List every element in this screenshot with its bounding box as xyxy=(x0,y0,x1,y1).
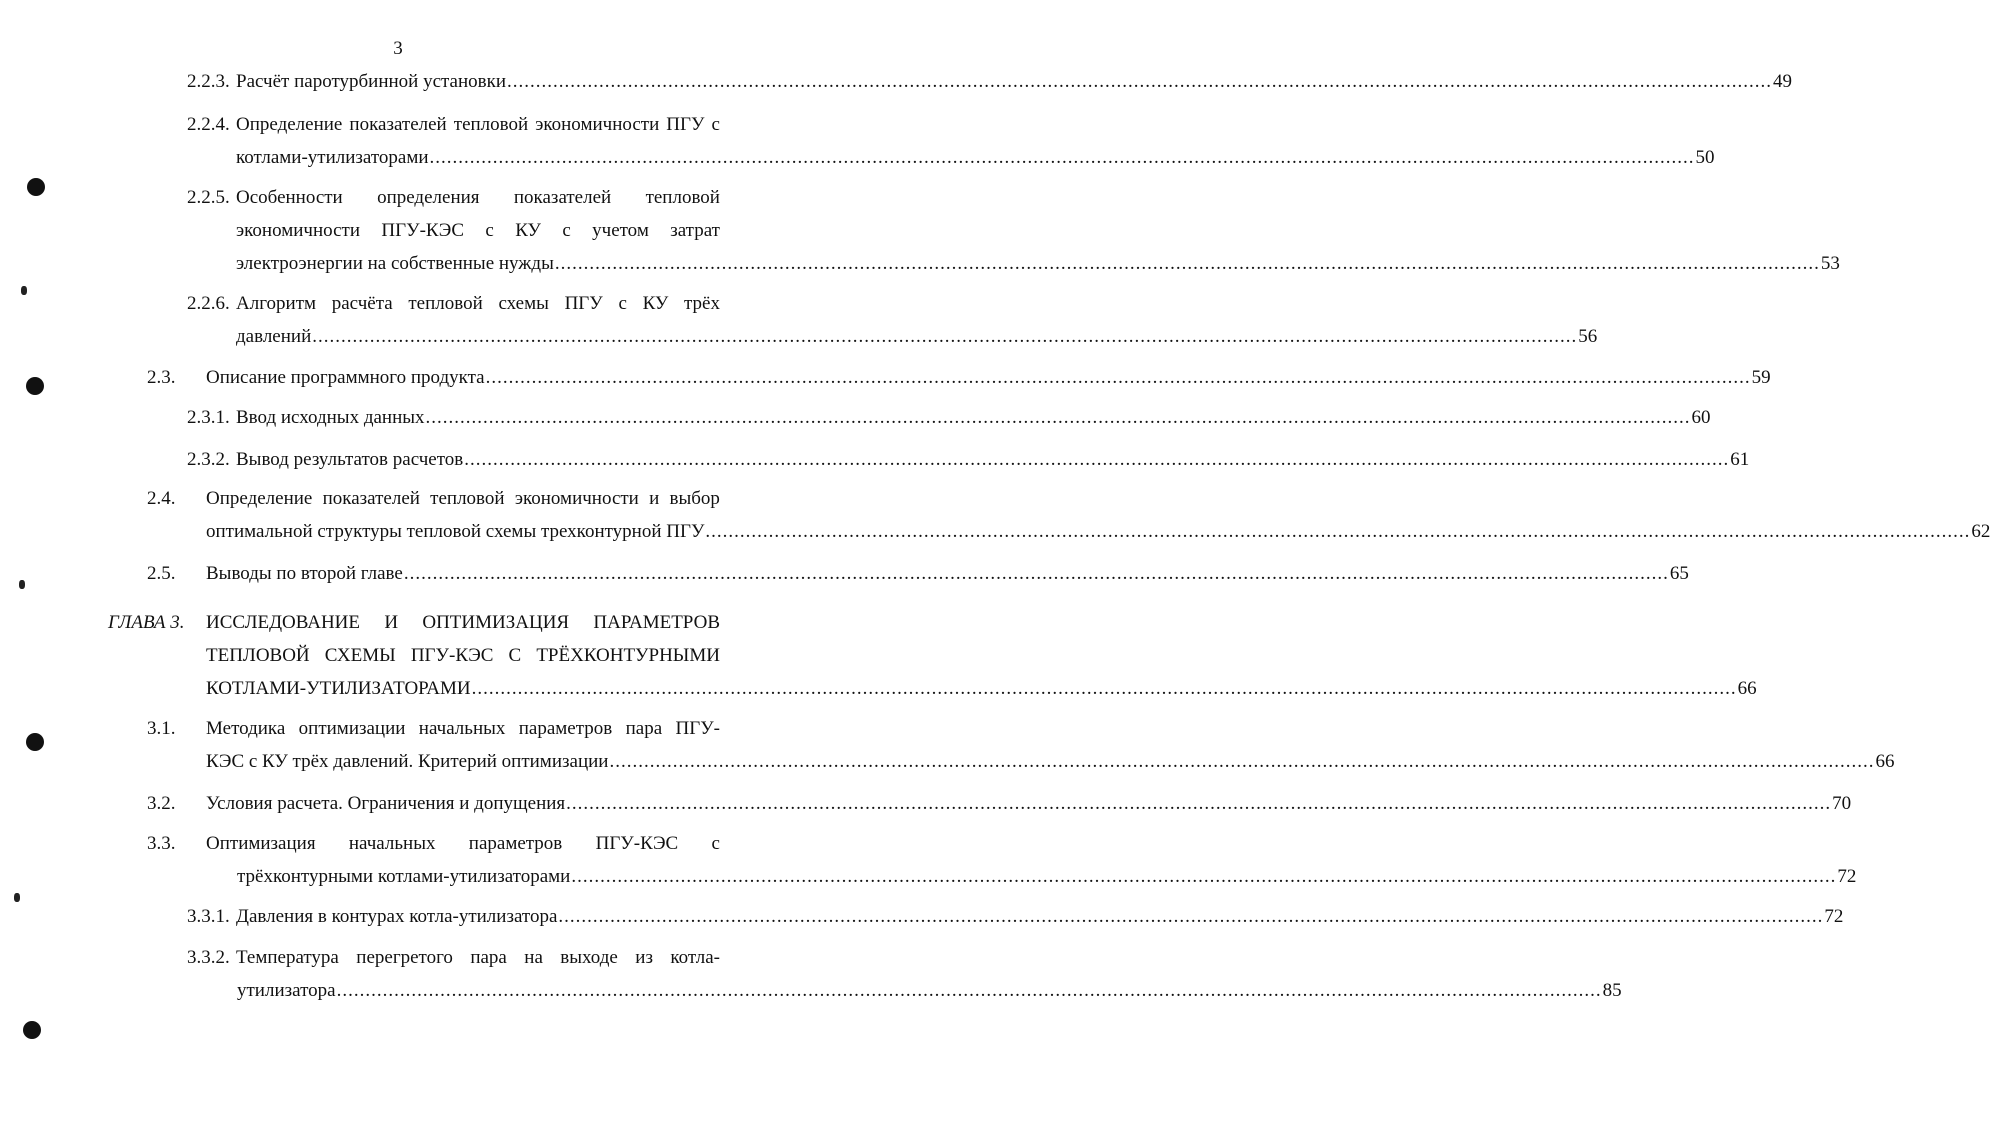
dot-leader: ............................................................................................................................................................................................................................ xyxy=(554,253,1820,274)
toc-entry-line xyxy=(206,366,1771,390)
toc-entry-line xyxy=(236,448,1750,472)
toc-entry-title: трёхконтурными котлами-утилизаторами xyxy=(237,866,571,887)
toc-entry-number: 3.3.1. xyxy=(187,906,230,927)
toc-entry-line xyxy=(237,865,1857,889)
toc-entry-line xyxy=(206,562,1689,586)
scan-speck xyxy=(14,893,20,902)
toc-page-number: 70 xyxy=(1832,793,1852,814)
toc-page-number: 49 xyxy=(1773,71,1793,92)
toc-entry-title: Описание программного продукта xyxy=(206,367,485,388)
toc-word: с xyxy=(711,833,720,854)
toc-word: пара xyxy=(625,718,663,739)
punch-hole xyxy=(27,178,45,196)
toc-word: ПГУ-КЭС xyxy=(381,220,465,241)
toc-entry-line xyxy=(236,905,1844,929)
toc-page-number: 59 xyxy=(1751,367,1771,388)
toc-word: параметров xyxy=(518,718,613,739)
toc-word: затрат xyxy=(670,220,720,241)
toc-word: И xyxy=(384,612,399,633)
toc-entry-title: электроэнергии на собственные нужды xyxy=(236,253,554,274)
toc-page-number: 53 xyxy=(1820,253,1840,274)
toc-entry-number: 2.2.6. xyxy=(187,293,230,314)
toc-entry-line xyxy=(206,677,1757,701)
toc-word: на xyxy=(524,947,543,968)
toc-entry-title: КОТЛАМИ-УТИЛИЗАТОРАМИ xyxy=(206,678,471,699)
toc-page-number: 56 xyxy=(1578,326,1598,347)
toc-entry-title: Вывод результатов расчетов xyxy=(236,449,464,470)
toc-entry-line xyxy=(236,946,720,970)
toc-page-number: 66 xyxy=(1875,751,1895,772)
toc-entry-line xyxy=(206,487,720,511)
toc-page-number: 85 xyxy=(1602,980,1622,1001)
toc-word: Температура xyxy=(236,947,339,968)
dot-leader: ............................................................................................................................................................................................................................ xyxy=(609,751,1875,772)
toc-entry-line xyxy=(237,979,1622,1003)
dot-leader: ............................................................................................................................................................................................................................ xyxy=(429,147,1695,168)
toc-entry-title: Расчёт паротурбинной установки xyxy=(236,71,507,92)
toc-entry-number: 2.2.4. xyxy=(187,114,230,135)
toc-entry-title: Давления в контурах котла-утилизатора xyxy=(236,906,558,927)
toc-word: схемы xyxy=(498,293,549,314)
toc-page-number: 62 xyxy=(1971,521,1990,542)
toc-word: из xyxy=(635,947,653,968)
toc-entry-line xyxy=(236,252,1840,276)
scan-speck xyxy=(21,286,27,295)
toc-word: выбор xyxy=(669,488,720,509)
punch-hole xyxy=(26,733,44,751)
toc-page-number: 66 xyxy=(1737,678,1757,699)
toc-word: ПГУ xyxy=(666,114,705,135)
toc-word: ПГУ-КЭС xyxy=(595,833,679,854)
toc-word: Определение xyxy=(236,114,343,135)
scan-speck xyxy=(19,580,25,589)
toc-entry-line xyxy=(206,520,1990,544)
toc-entry-title: Ввод исходных данных xyxy=(236,407,425,428)
toc-word: показателей xyxy=(349,114,447,135)
toc-word: экономичности xyxy=(535,114,660,135)
toc-entry-line xyxy=(206,832,720,856)
dot-leader: ............................................................................................................................................................................................................................ xyxy=(312,326,1578,347)
toc-word: с xyxy=(562,220,571,241)
toc-word: начальных xyxy=(348,833,436,854)
toc-word: тепловой xyxy=(645,187,720,208)
dot-leader: ............................................................................................................................................................................................................................ xyxy=(507,71,1773,92)
toc-entry-line xyxy=(236,219,720,243)
toc-word: тепловой xyxy=(408,293,483,314)
toc-word: ПГУ xyxy=(564,293,603,314)
toc-page-number: 72 xyxy=(1837,866,1857,887)
toc-word: экономичности xyxy=(236,220,361,241)
toc-entry-line xyxy=(236,325,1598,349)
toc-entry-number: 2.5. xyxy=(147,563,176,584)
toc-word: перегретого xyxy=(356,947,453,968)
toc-word: трёх xyxy=(684,293,720,314)
toc-word: показателей xyxy=(513,187,612,208)
toc-entry-line xyxy=(236,113,720,137)
toc-entry-title: Условия расчета. Ограничения и допущения xyxy=(206,793,566,814)
dot-leader: ............................................................................................................................................................................................................................ xyxy=(485,367,1751,388)
toc-word: ПАРАМЕТРОВ xyxy=(593,612,720,633)
toc-word: тепловой xyxy=(430,488,505,509)
dot-leader: ............................................................................................................................................................................................................................ xyxy=(336,980,1602,1001)
toc-word: Методика xyxy=(206,718,286,739)
toc-word: пара xyxy=(470,947,507,968)
dot-leader: ............................................................................................................................................................................................................................ xyxy=(403,563,1669,584)
toc-entry-number: 2.3.1. xyxy=(187,407,230,428)
toc-entry-title: оптимальной структуры тепловой схемы трехконтурной ПГУ xyxy=(206,521,705,542)
toc-entry-title: КЭС с КУ трёх давлений. Критерий оптимизации xyxy=(206,751,609,772)
toc-word: с xyxy=(711,114,720,135)
punch-hole xyxy=(23,1021,41,1039)
toc-entry-line xyxy=(236,70,1793,94)
toc-entry-number: ГЛАВА 3. xyxy=(108,612,185,633)
toc-entry-title: утилизатора xyxy=(237,980,336,1001)
dot-leader: ............................................................................................................................................................................................................................ xyxy=(471,678,1737,699)
toc-word: и xyxy=(649,488,660,509)
toc-word: КУ xyxy=(642,293,669,314)
toc-word: учетом xyxy=(592,220,649,241)
toc-page-number: 61 xyxy=(1730,449,1750,470)
toc-word: КУ xyxy=(515,220,541,241)
toc-entry-line xyxy=(206,717,720,741)
toc-word: Оптимизация xyxy=(206,833,316,854)
toc-word: ПГУ-КЭС xyxy=(410,645,494,666)
toc-word: начальных xyxy=(418,718,506,739)
toc-word: выходе xyxy=(560,947,618,968)
dot-leader: ............................................................................................................................................................................................................................ xyxy=(425,407,1691,428)
toc-entry-line xyxy=(236,406,1711,430)
toc-word: Алгоритм xyxy=(236,293,317,314)
toc-word: С xyxy=(508,645,522,666)
dot-leader: ............................................................................................................................................................................................................................ xyxy=(571,866,1837,887)
toc-entry-title: котлами-утилизаторами xyxy=(236,147,429,168)
toc-entry-line xyxy=(236,186,720,210)
dot-leader: ............................................................................................................................................................................................................................ xyxy=(464,449,1730,470)
toc-word: тепловой xyxy=(453,114,529,135)
toc-entry-title: давлений xyxy=(236,326,312,347)
toc-entry-number: 3.3. xyxy=(147,833,176,854)
dot-leader: ............................................................................................................................................................................................................................ xyxy=(566,793,1832,814)
toc-entry-number: 2.3. xyxy=(147,367,176,388)
toc-word: ОПТИМИЗАЦИЯ xyxy=(422,612,570,633)
toc-entry-number: 3.3.2. xyxy=(187,947,230,968)
toc-word: оптимизации xyxy=(298,718,406,739)
toc-word: определения xyxy=(377,187,480,208)
toc-page-number: 50 xyxy=(1695,147,1715,168)
toc-word: с xyxy=(485,220,494,241)
toc-word: показателей xyxy=(322,488,420,509)
toc-entry-line xyxy=(236,146,1715,170)
toc-word: параметров xyxy=(468,833,563,854)
toc-entry-line xyxy=(236,292,720,316)
toc-page-number: 72 xyxy=(1824,906,1844,927)
toc-word: экономичности xyxy=(514,488,639,509)
toc-entry-number: 2.4. xyxy=(147,488,176,509)
toc-word: котла- xyxy=(670,947,720,968)
toc-word: СХЕМЫ xyxy=(324,645,396,666)
toc-entry-number: 2.2.3. xyxy=(187,71,230,92)
toc-entry-line xyxy=(206,792,1852,816)
toc-word: ПГУ- xyxy=(675,718,720,739)
toc-entry-number: 2.3.2. xyxy=(187,449,230,470)
toc-entry-line xyxy=(206,611,720,635)
toc-word: расчёта xyxy=(331,293,393,314)
toc-entry-line xyxy=(206,750,1895,774)
toc-word: с xyxy=(618,293,627,314)
toc-word: Определение xyxy=(206,488,313,509)
toc-word: ТРЁХКОНТУРНЫМИ xyxy=(536,645,720,666)
toc-page-number: 60 xyxy=(1691,407,1711,428)
toc-word: ИССЛЕДОВАНИЕ xyxy=(206,612,361,633)
toc-entry-number: 3.2. xyxy=(147,793,176,814)
toc-entry-number: 3.1. xyxy=(147,718,176,739)
toc-word: Особенности xyxy=(236,187,343,208)
dot-leader: ............................................................................................................................................................................................................................ xyxy=(558,906,1824,927)
toc-entry-line xyxy=(206,644,720,668)
dot-leader: ............................................................................................................................................................................................................................ xyxy=(705,521,1971,542)
toc-entry-title: Выводы по второй главе xyxy=(206,563,403,584)
toc-page-number: 65 xyxy=(1669,563,1689,584)
page-number: 3 xyxy=(393,38,403,59)
toc-entry-number: 2.2.5. xyxy=(187,187,230,208)
toc-word: ТЕПЛОВОЙ xyxy=(206,645,310,666)
punch-hole xyxy=(26,377,44,395)
